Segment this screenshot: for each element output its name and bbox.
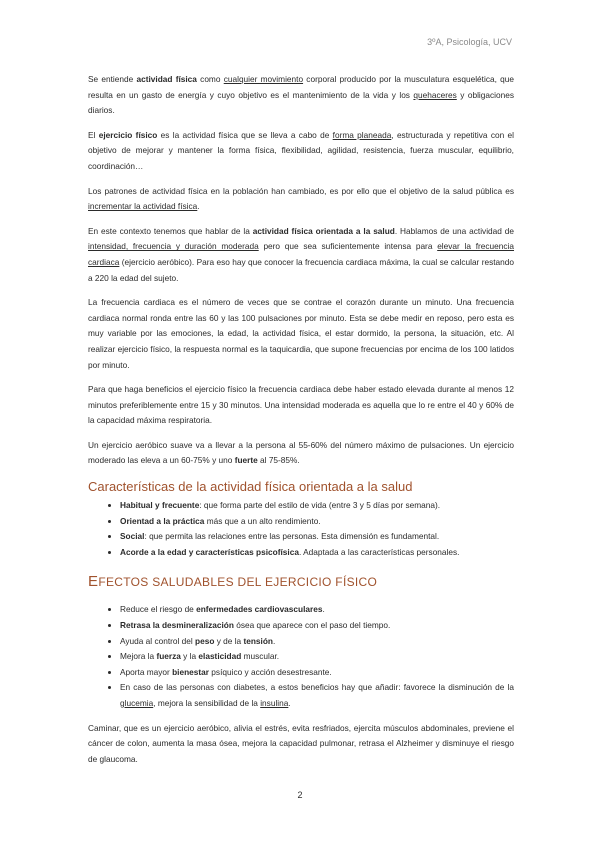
- characteristics-list: [88, 498, 514, 560]
- closing-paragraph: Caminar, que es un ejercicio aeróbico, alivia el estrés, evita resfriados, ejercita músculos abdominales, previene el cáncer de colon, aumenta la masa ósea, mejora la capacidad pulmonar, retrasa el Alzheimer y disminuye el riesgo de glaucoma.: [88, 722, 514, 764]
- list-item: • Ayuda al control del peso y de la tensión.: [120, 634, 514, 650]
- paragraph: Los patrones de actividad física en la población han cambiado, es por ello que el objetivo de la salud pública es incrementar la actividad física.: [88, 185, 514, 212]
- bold-text: Habitual y frecuente: [120, 500, 200, 511]
- heading-rest: FECTOS SALUDABLES DEL EJERCICIO FÍSICO: [98, 575, 378, 590]
- heading-initial: E: [88, 573, 99, 591]
- list-item: • Habitual y frecuente: que forma parte del estilo de vida (entre 3 y 5 días por semana).: [120, 498, 514, 514]
- list-item: • Social: que permita las relaciones entre las personas. Esta dimensión es fundamental.: [120, 529, 514, 545]
- bold-text: enfermedades cardiovasculares: [196, 604, 323, 615]
- underlined-text: insulina: [260, 698, 289, 708]
- bold-text: bienestar: [172, 666, 209, 677]
- list-item: • Retrasa la desmineralización ósea que aparece con el paso del tiempo.: [120, 618, 514, 634]
- section-heading-characteristics: Características de la actividad física orientada a la salud: [88, 479, 413, 495]
- paragraph: Un ejercicio aeróbico suave va a llevar a la persona al 55-60% del número máximo de pulsaciones. Un ejercicio moderado las eleva a un 60-75% y uno fuerte al 75-85%.: [88, 439, 514, 466]
- bold-text: Social: [120, 531, 145, 542]
- effects-list: [88, 602, 514, 711]
- section-heading-effects: [88, 572, 514, 592]
- bold-text: actividad física orientada a la salud: [252, 225, 395, 236]
- list-item: • Reduce el riesgo de enfermedades cardiovasculares.: [120, 602, 514, 618]
- list-item: • Aporta mayor bienestar psíquico y acción desestresante.: [120, 665, 514, 681]
- paragraph: El ejercicio físico es la actividad física que se lleva a cabo de forma planeada, estructurada y repetitiva con el objetivo de mejorar y mantener la forma física, flexibilidad, agilidad, resistencia, fuerza muscular, equilibrio, coordinación…: [88, 129, 514, 171]
- bold-text: peso: [195, 635, 215, 646]
- paragraph: En este contexto tenemos que hablar de la actividad física orientada a la salud. Hablamos de una actividad de intensidad, frecuencia y duración moderada pero que sea suficientemente intensa para elevar la frecuencia cardiaca (ejercicio aeróbico). Para eso hay que conocer la frecuencia cardiaca máxima, la cual se calcular restando a 220 la edad del sujeto.: [88, 225, 515, 283]
- bold-text: tensión: [243, 635, 273, 646]
- underlined-text: cualquier movimiento: [223, 74, 304, 84]
- list-item: • En caso de las personas con diabetes, a estos beneficios hay que añadir: favorece la disminución de la glucemia, mejora la sensibilidad de la insulina.: [120, 680, 514, 711]
- paragraph: Para que haga beneficios el ejercicio físico la frecuencia cardiaca debe haber estado elevada durante al menos 12 minutos preferiblemente entre 15 y 30 minutos. Una intensidad moderada es aquella que lo re entre el 40 y 60% de la capacidad máxima respiratoria.: [88, 384, 514, 426]
- paragraph: Se entiende actividad física como cualquier movimiento corporal producido por la musculatura esquelética, que resulta en un gasto de energía y cuyo objetivo es el mantenimiento de la vida y los quehaceres y obligaciones diarios.: [88, 74, 514, 116]
- bold-text: elasticidad: [198, 651, 242, 662]
- bold-text: fuerza: [156, 651, 181, 662]
- underlined-text: glucemia: [120, 698, 154, 708]
- bold-text: Retrasa la desmineralización: [120, 620, 234, 631]
- bold-text: ejercicio físico: [98, 129, 158, 140]
- document-body: [88, 72, 514, 776]
- page-header: 3ºA, Psicología, UCV: [427, 37, 512, 47]
- bold-text: actividad física: [136, 74, 197, 84]
- bold-text: Acorde a la edad y características psicofísica: [120, 546, 299, 557]
- list-item: • Mejora la fuerza y la elasticidad muscular.: [120, 649, 514, 665]
- list-item: • Acorde a la edad y características psicofísica. Adaptada a las características personales.: [120, 545, 514, 561]
- page-number: 2: [297, 790, 303, 800]
- underlined-text: incrementar la actividad física: [88, 201, 198, 212]
- paragraph: La frecuencia cardiaca es el número de veces que se contrae el corazón durante un minuto. Una frecuencia cardiaca normal ronda entre las 60 y las 100 pulsaciones por minuto. Esta se debe medir en reposo, pero esta es muy variable por las emociones, la edad, la actividad física, el estar dormido, la persona, la situación, etc. Al realizar ejercicio físico, la respuesta normal es la taquicardia, que supone frecuencias por encima de los 100 latidos por minuto.: [88, 297, 514, 370]
- underlined-text: elevar la frecuencia cardiaca: [88, 241, 515, 267]
- underlined-text: quehaceres: [413, 89, 457, 100]
- list-item: • Orientad a la práctica más que a un alto rendimiento.: [120, 514, 514, 530]
- underlined-text: intensidad, frecuencia y duración moderada: [88, 241, 259, 252]
- bold-text: Orientad a la práctica: [120, 515, 205, 526]
- underlined-text: forma planeada: [332, 129, 392, 140]
- bold-text: fuerte: [234, 455, 258, 466]
